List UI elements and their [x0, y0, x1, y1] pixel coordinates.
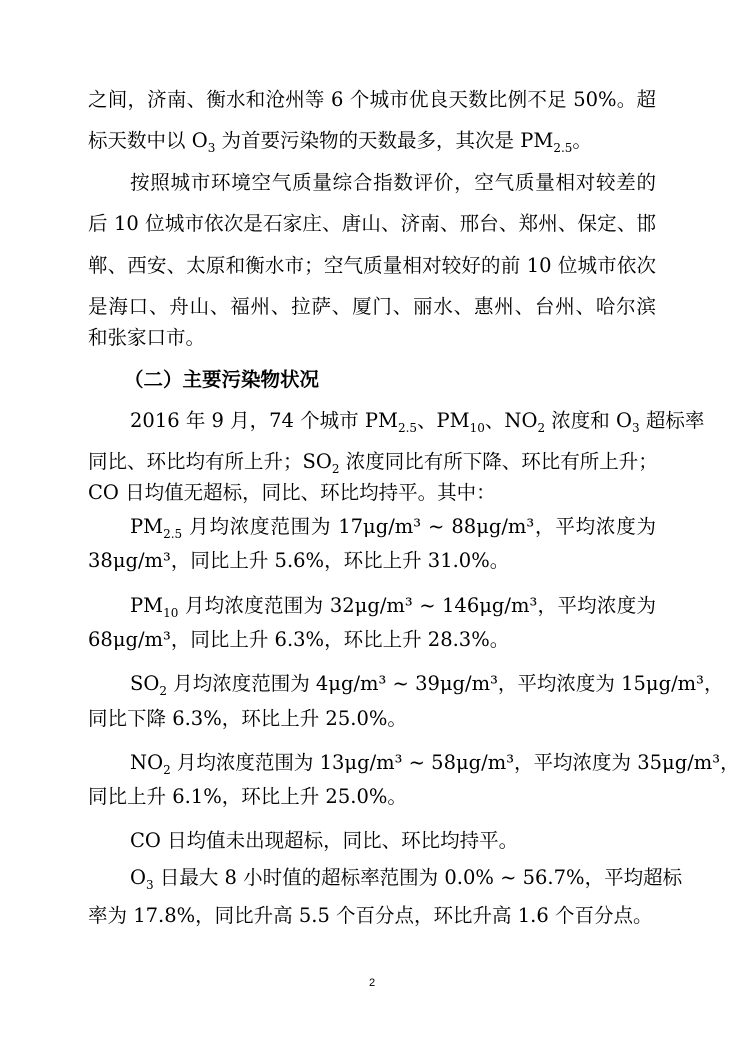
text: PM [130, 515, 164, 538]
subscript: 2 [159, 683, 167, 698]
o3-line-2 [88, 904, 656, 928]
text: 按照城市环境空气质量综合指数评价，空气质量相对较差的 [130, 171, 656, 194]
no2-line-1 [130, 751, 740, 777]
text: 2016 年 9 月，74 个城市 PM [130, 409, 398, 432]
text: CO 日均值无超标，同比、环比均持平。其中： [88, 481, 496, 504]
so2-line-2 [88, 707, 656, 731]
no2-line-2 [88, 785, 656, 809]
subscript: 10 [469, 420, 485, 435]
text: O [130, 866, 146, 889]
text: 浓度同比有所下降、环比有所上升； [339, 450, 658, 473]
text: 和张家口市。 [88, 326, 206, 349]
o3-line-1 [130, 866, 683, 892]
text: 同比上升 6.1%，环比上升 25.0%。 [88, 785, 407, 808]
pm10-line-2 [88, 628, 656, 652]
text: 标天数中以 O [88, 129, 208, 152]
text: NO [130, 751, 164, 774]
text: 后 10 位城市依次是石家庄、唐山、济南、邢台、郑州、保定、邯 [88, 212, 656, 235]
paragraph-2-line-3 [88, 254, 656, 278]
subscript: 2 [537, 420, 546, 435]
pm10-line-1 [130, 594, 656, 618]
paragraph-3-line-1 [130, 409, 705, 435]
paragraph-1-line-1 [88, 88, 656, 112]
text: 是海口、舟山、福州、拉萨、厦门、丽水、惠州、台州、哈尔滨 [88, 295, 656, 318]
text: 、PM [417, 409, 470, 432]
pm25-line-1 [130, 515, 656, 539]
text: 月均浓度范围为 32μg/m³ ~ 146μg/m³，平均浓度为 [178, 594, 656, 617]
subscript: 2.5 [163, 526, 183, 541]
paragraph-2-line-4 [88, 295, 656, 319]
text: 为首要污染物的天数最多，其次是 PM [215, 129, 554, 152]
text: 月均浓度范围为 17μg/m³ ~ 88μg/m³，平均浓度为 [182, 515, 656, 538]
text: 、NO [484, 409, 538, 432]
paragraph-3-line-3 [88, 481, 656, 505]
text: 浓度和 O [545, 409, 632, 432]
subscript: 3 [207, 140, 216, 155]
text: 超标率 [639, 409, 705, 432]
text: CO 日均值未出现超标，同比、环比均持平。 [130, 829, 519, 852]
pm25-line-2 [88, 549, 656, 573]
text: 月均浓度范围为 4μg/m³ ~ 39μg/m³，平均浓度为 15μg/m³， [167, 672, 724, 695]
paragraph-2-line-1 [130, 171, 656, 195]
text: 同比下降 6.3%，环比上升 25.0%。 [88, 707, 407, 730]
subscript: 2.5 [553, 140, 573, 155]
text: 之间，济南、衡水和沧州等 6 个城市优良天数比例不足 50%。超 [88, 88, 656, 111]
paragraph-2-line-5 [88, 326, 656, 350]
text: PM [130, 594, 164, 617]
text: 率为 17.8%，同比升高 5.5 个百分点，环比升高 1.6 个百分点。 [88, 904, 653, 927]
text: 日最大 8 小时值的超标率范围为 0.0% ~ 56.7%，平均超标 [153, 866, 683, 889]
text: 同比、环比均有所上升；SO [88, 450, 332, 473]
paragraph-3-line-2 [88, 450, 656, 474]
subscript: 3 [146, 877, 154, 892]
text: 。 [572, 129, 592, 152]
text: SO [130, 672, 160, 695]
paragraph-2-line-2 [88, 212, 656, 236]
text: 月均浓度范围为 13μg/m³ ~ 58μg/m³，平均浓度为 35μg/m³， [170, 751, 740, 774]
co-line-1 [130, 829, 656, 853]
subscript: 2.5 [397, 420, 418, 435]
subscript: 3 [632, 420, 640, 435]
section-heading: （二）主要污染物状况 [124, 368, 320, 391]
subscript: 2 [163, 762, 171, 777]
page-number: 2 [368, 977, 376, 989]
subscript: 10 [163, 605, 179, 620]
so2-line-1 [130, 672, 724, 698]
text: 38μg/m³，同比上升 5.6%，环比上升 31.0%。 [88, 549, 510, 572]
subscript: 2 [331, 461, 340, 476]
text: 68μg/m³，同比上升 6.3%，环比上升 28.3%。 [88, 628, 510, 651]
text: 郸、西安、太原和衡水市；空气质量相对较好的前 10 位城市依次 [88, 254, 656, 277]
paragraph-1-line-2 [88, 129, 656, 153]
